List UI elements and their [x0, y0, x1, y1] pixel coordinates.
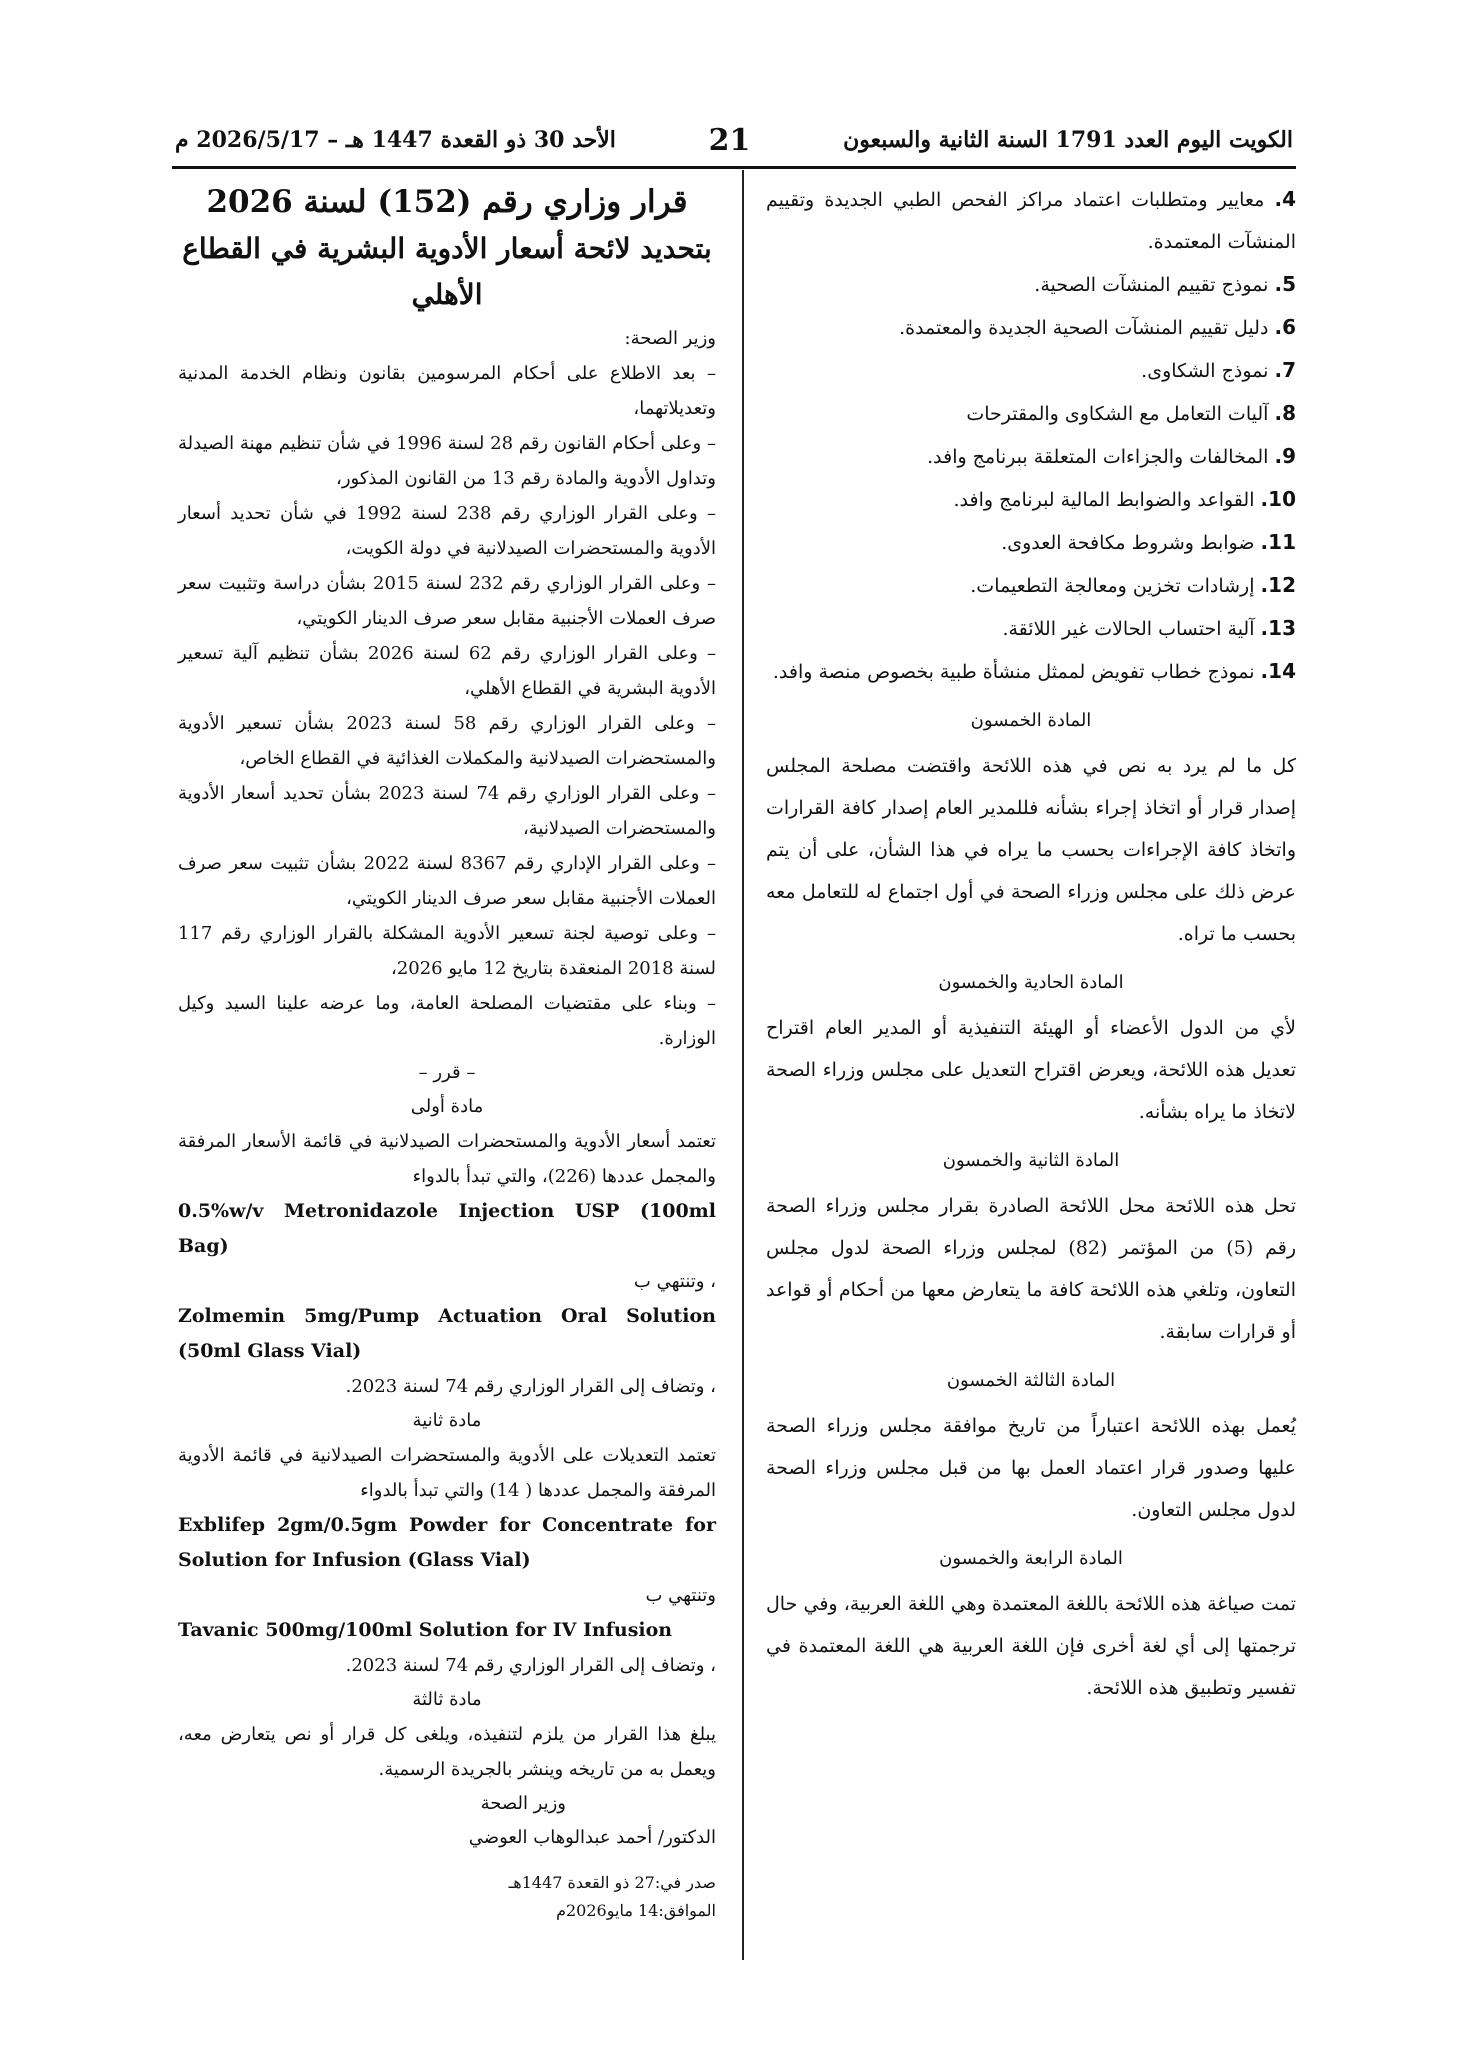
- issued-gregorian: الموافق:14 مايو2026م: [556, 1901, 716, 1920]
- attachments-list: [766, 178, 1296, 693]
- article-2-title: مادة ثانية: [412, 1410, 482, 1431]
- whereas-item: – وعلى القرار الإداري رقم 8367 لسنة 2022 بشأن تثبيت سعر صرف العملات الأجنبية مقابل سعر صرف الدينار الكويتي،: [178, 853, 717, 909]
- list-item: 7. نموذج الشكاوى.: [1141, 358, 1296, 382]
- signature-name: الدكتور/ أحمد عبدالوهاب العوضي: [468, 1827, 716, 1848]
- decree-subtitle: بتحديد لائحة أسعار الأدوية البشرية في القطاع الأهلي: [182, 232, 712, 311]
- article-2-closing: ، وتضاف إلى القرار الوزاري رقم 74 لسنة 2023.: [345, 1655, 716, 1676]
- page-header: [175, 118, 1293, 162]
- header-date: الأحد 30 ذو القعدة 1447 هـ – 2026/5/17 م: [175, 127, 616, 153]
- article-3-text: يبلغ هذا القرار من يلزم لتنفيذه، ويلغى كل قرار أو نص يتعارض معه، ويعمل به من تاريخه وينشر بالجريدة الرسمية.: [178, 1724, 716, 1780]
- article-2-text: تعتمد التعديلات على الأدوية والمستحضرات الصيدلانية في قائمة الأدوية المرفقة والمجمل عددها ( 14) والتي تبدأ بالدواء: [178, 1445, 716, 1501]
- article-1-closing: ، وتضاف إلى القرار الوزاري رقم 74 لسنة 2023.: [345, 1376, 716, 1397]
- article-50-text: كل ما لم يرد به نص في هذه اللائحة واقتضت مصلحة المجلس إصدار قرار أو اتخاذ إجراء بشأنه فللمدير العام إصدار كافة القرارات واتخاذ كافة الإجراءات بحسب ما يراه في هذا الشأن، على أن يتم عرض ذلك على مجلس وزراء الصحة في أول اجتماع له للتعامل معه بحسب ما تراه.: [766, 755, 1296, 945]
- list-item: 8. آليات التعامل مع الشكاوى والمقترحات: [966, 401, 1296, 425]
- list-item: 9. المخالفات والجزاءات المتعلقة ببرنامج وافد.: [927, 444, 1296, 468]
- whereas-item: – بعد الاطلاع على أحكام المرسومين بقانون ونظام الخدمة المدنية وتعديلاتهما،: [178, 363, 716, 419]
- list-item: 10. القواعد والضوابط المالية لبرنامج وافد.: [953, 487, 1296, 511]
- list-item: 13. آلية احتساب الحالات غير اللائقة.: [1002, 616, 1296, 640]
- article-54-text: تمت صياغة هذه اللائحة باللغة المعتمدة وهي اللغة العربية، وفي حال ترجمتها إلى أي لغة أخرى فإن اللغة العربية هي اللغة المعتمدة في تفسير وتطبيق هذه اللائحة.: [766, 1593, 1296, 1699]
- issue-dates: [178, 1869, 716, 1925]
- article-2-last-drug: Tavanic 500mg/100ml Solution for IV Infusion: [178, 1619, 673, 1641]
- article-53-text: يُعمل بهذه اللائحة اعتباراً من تاريخ موافقة مجلس وزراء الصحة عليها وصدور قرار اعتماد العمل بها من قبل مجلس وزراء الصحة لدول مجلس التعاون.: [766, 1415, 1296, 1521]
- list-item: 14. نموذج خطاب تفويض لممثل منشأة طبية بخصوص منصة وافد.: [772, 659, 1296, 683]
- issued-hijri: صدر في:27 ذو القعدة 1447هـ: [508, 1873, 716, 1892]
- list-item: 4. معايير ومتطلبات اعتماد مراكز الفحص الطبي الجديدة وتقييم المنشآت المعتمدة.: [766, 187, 1296, 253]
- whereas-item: – وبناء على مقتضيات المصلحة العامة، وما عرضه علينا السيد وكيل الوزارة.: [178, 993, 716, 1049]
- article-1-first-drug: 0.5%w/v Metronidazole Injection USP (100ml Bag): [178, 1200, 716, 1257]
- right-column: [766, 178, 1296, 1709]
- article-1-connector: ، وتنتهي ب: [633, 1271, 716, 1292]
- article-1-title: مادة أولى: [410, 1096, 484, 1117]
- whereas-item: – وعلى أحكام القانون رقم 28 لسنة 1996 في شأن تنظيم مهنة الصيدلة وتداول الأدوية والمادة رقم 13 من القانون المذكور،: [178, 433, 716, 489]
- list-item: 6. دليل تقييم المنشآت الصحية الجديدة والمعتمدة.: [899, 315, 1296, 339]
- whereas-item: – وعلى القرار الوزاري رقم 74 لسنة 2023 بشأن تحديد أسعار الأدوية والمستحضرات الصيدلانية،: [178, 783, 716, 839]
- decree-title: قرار وزاري رقم (152) لسنة 2026: [206, 184, 688, 220]
- whereas-item: – وعلى القرار الوزاري رقم 232 لسنة 2015 بشأن دراسة وتثبيت سعر صرف العملات الأجنبية مقابل سعر صرف الدينار الكويتي،: [178, 573, 716, 629]
- article-53-title: المادة الثالثة الخمسون: [946, 1370, 1116, 1391]
- signature-title: وزير الصحة: [480, 1793, 566, 1814]
- header-rule: [172, 166, 1296, 169]
- whereas-item: – وعلى توصية لجنة تسعير الأدوية المشكلة بالقرار الوزاري رقم 117 لسنة 2018 المنعقدة بتاريخ 12 مايو 2026،: [178, 923, 716, 979]
- decided-heading: – قرر –: [418, 1062, 476, 1083]
- article-51-text: لأي من الدول الأعضاء أو الهيئة التنفيذية أو المدير العام اقتراح تعديل هذه اللائحة، ويعرض اقتراح التعديل على مجلس وزراء الصحة لاتخاذ ما يراه بشأنه.: [766, 1017, 1296, 1123]
- minister-intro: وزير الصحة:: [624, 328, 716, 349]
- article-3-title: مادة ثالثة: [412, 1689, 482, 1710]
- article-51-title: المادة الحادية والخمسون: [938, 972, 1124, 993]
- whereas-item: – وعلى القرار الوزاري رقم 238 لسنة 1992 في شأن تحديد أسعار الأدوية والمستحضرات الصيدلانية في دولة الكويت،: [178, 503, 716, 559]
- whereas-item: – وعلى القرار الوزاري رقم 58 لسنة 2023 بشأن تسعير الأدوية والمستحضرات الصيدلانية والمكملات الغذائية في القطاع الخاص،: [178, 713, 716, 769]
- article-54-title: المادة الرابعة والخمسون: [939, 1548, 1123, 1569]
- whereas-item: – وعلى القرار الوزاري رقم 62 لسنة 2026 بشأن تنظيم آلية تسعير الأدوية البشرية في القطاع الأهلي،: [178, 643, 716, 699]
- article-1-text: تعتمد أسعار الأدوية والمستحضرات الصيدلانية في قائمة الأسعار المرفقة والمجمل عددها (226)، والتي تبدأ بالدواء: [178, 1131, 716, 1187]
- page-number: 21: [708, 122, 751, 158]
- article-52-title: المادة الثانية والخمسون: [942, 1150, 1120, 1171]
- whereas-list: [178, 356, 716, 1056]
- article-2-first-drug: Exblifep 2gm/0.5gm Powder for Concentrate for Solution for Infusion (Glass Vial): [178, 1514, 716, 1571]
- article-2-connector: وتنتهي ب: [645, 1585, 716, 1606]
- list-item: 5. نموذج تقييم المنشآت الصحية.: [1034, 272, 1296, 296]
- article-50-title: المادة الخمسون: [970, 710, 1092, 731]
- left-column: [178, 178, 716, 1925]
- list-item: 11. ضوابط وشروط مكافحة العدوى.: [1001, 530, 1296, 554]
- list-item: 12. إرشادات تخزين ومعالجة التطعيمات.: [970, 573, 1296, 597]
- article-52-text: تحل هذه اللائحة محل اللائحة الصادرة بقرار مجلس وزراء الصحة رقم (5) من المؤتمر (82) لمجلس وزراء الصحة لدول مجلس التعاون، وتلغي هذه اللائحة كافة ما يتعارض معها من أحكام أو قواعد أو قرارات سابقة.: [766, 1195, 1297, 1343]
- header-issue-info: الكويت اليوم العدد 1791 السنة الثانية والسبعون: [843, 127, 1293, 153]
- article-1-last-drug: Zolmemin 5mg/Pump Actuation Oral Solution (50ml Glass Vial): [178, 1305, 716, 1362]
- column-divider: [742, 170, 744, 1960]
